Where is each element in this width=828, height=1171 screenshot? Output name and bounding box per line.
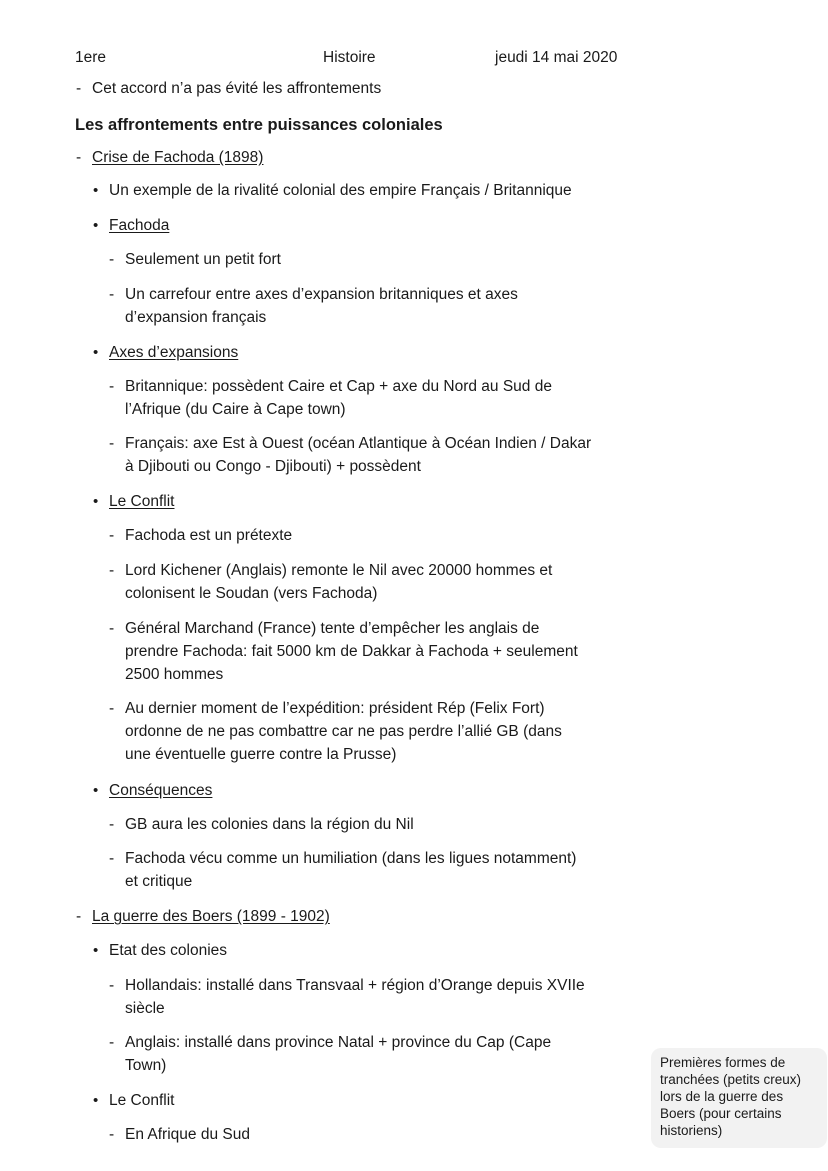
bullet-fachoda — [93, 214, 170, 237]
bullet-boer-conflict — [93, 1089, 175, 1112]
sub-item-text: Anglais: installé dans province Natal + province du Cap (Cape — [125, 1034, 552, 1051]
dash-marker: - — [109, 378, 115, 395]
dash-marker: - — [109, 286, 115, 303]
sub-item-text: Lord Kichener (Anglais) remonte le Nil avec 20000 hommes et — [125, 562, 553, 579]
sub-item — [109, 813, 414, 836]
sub-item — [109, 559, 553, 582]
bullet-label: Le Conflit — [109, 1092, 175, 1109]
sub-item-continuation: une éventuelle guerre contre la Prusse) — [125, 746, 397, 763]
dash-marker: - — [109, 251, 115, 268]
margin-note — [651, 1048, 827, 1148]
sub-item — [109, 974, 585, 997]
bullet-marker: • — [93, 182, 99, 199]
sub-item — [109, 1123, 250, 1146]
bullet-marker: • — [93, 782, 99, 799]
margin-note-line: tranchées (petits creux) — [660, 1072, 802, 1087]
sub-item-text: GB aura les colonies dans la région du Nil — [125, 816, 414, 833]
sub-item-text: Fachoda est un prétexte — [125, 527, 293, 544]
dash-marker: - — [76, 908, 82, 925]
bullet-marker: • — [93, 493, 99, 510]
dash-marker: - — [109, 527, 115, 544]
sub-item-continuation: Town) — [125, 1057, 167, 1074]
dash-marker: - — [109, 977, 115, 994]
dash-marker: - — [76, 149, 82, 166]
sub-item-continuation: siècle — [125, 1000, 165, 1017]
bullet-label: Axes d’expansions — [109, 344, 239, 361]
bullet-colonies — [93, 939, 228, 962]
note-date: jeudi 14 mai 2020 — [495, 49, 618, 66]
margin-note-line: lors de la guerre des — [660, 1089, 784, 1104]
sub-item — [109, 1031, 552, 1054]
bullet-consequences — [93, 779, 213, 802]
bullet-label: Etat des colonies — [109, 942, 228, 959]
bullet-marker: • — [93, 344, 99, 361]
sub-item-text: Britannique: possèdent Caire et Cap + axe du Nord au Sud de — [125, 378, 552, 395]
sub-item — [109, 847, 577, 870]
dash-marker: - — [109, 700, 115, 717]
topic-boer-war — [76, 905, 330, 928]
sub-item-continuation: à Djibouti ou Congo - Djibouti) + possèdent — [125, 458, 421, 475]
bullet-marker: • — [93, 217, 99, 234]
dash-marker: - — [109, 562, 115, 579]
dash-item-accord — [76, 77, 382, 100]
sub-item-continuation: 2500 hommes — [125, 666, 224, 683]
accord-text: Cet accord n’a pas évité les affrontements — [92, 80, 382, 97]
bullet-label: Le Conflit — [109, 493, 175, 510]
bullet-axes — [93, 341, 239, 364]
bullet-marker: • — [93, 942, 99, 959]
sub-item-text: Au dernier moment de l’expédition: président Rép (Felix Fort) — [125, 700, 545, 717]
sub-item-continuation: et critique — [125, 873, 193, 890]
sub-item-continuation: l’Afrique (du Caire à Cape town) — [125, 401, 346, 418]
sub-item-text: Un carrefour entre axes d’expansion britanniques et axes — [125, 286, 518, 303]
sub-item — [109, 248, 281, 271]
sub-item — [109, 697, 545, 720]
margin-note-line: Boers (pour certains — [660, 1106, 782, 1121]
sub-item-text: Seulement un petit fort — [125, 251, 281, 268]
margin-note-line: historiens) — [660, 1123, 723, 1138]
sub-item-continuation: prendre Fachoda: fait 5000 km de Dakkar à Fachoda + seulement — [125, 643, 578, 660]
dash-marker: - — [109, 620, 115, 637]
sub-item-continuation: colonisent le Soudan (vers Fachoda) — [125, 585, 378, 602]
sub-item-text: Français: axe Est à Ouest (océan Atlantique à Océan Indien / Dakar — [125, 435, 592, 452]
bullet-text: Un exemple de la rivalité colonial des empire Français / Britannique — [109, 182, 572, 199]
subject-title: Histoire — [323, 49, 376, 66]
sub-item — [109, 283, 518, 306]
bullet-label: Conséquences — [109, 782, 213, 799]
dash-marker: - — [109, 850, 115, 867]
dash-marker: - — [109, 1034, 115, 1051]
bullet-conflict — [93, 490, 175, 513]
topic-fachoda-crisis — [76, 146, 264, 169]
page-header — [75, 49, 635, 69]
sub-item — [109, 617, 540, 640]
bullet-label: Fachoda — [109, 217, 170, 234]
section-title: Les affrontements entre puissances coloniales — [75, 116, 443, 134]
sub-item-text: En Afrique du Sud — [125, 1126, 250, 1143]
dash-marker: - — [109, 816, 115, 833]
sub-item — [109, 524, 293, 547]
sub-item — [109, 375, 552, 398]
bullet-rivalry — [93, 179, 572, 202]
class-level: 1ere — [75, 49, 107, 66]
bullet-marker: • — [93, 1092, 99, 1109]
margin-note-line: Premières formes de — [660, 1055, 786, 1070]
dash-marker: - — [109, 435, 115, 452]
dash-marker: - — [76, 80, 82, 97]
topic-title: La guerre des Boers (1899 - 1902) — [92, 908, 330, 925]
sub-item — [109, 432, 592, 455]
sub-item-text: Général Marchand (France) tente d’empêcher les anglais de — [125, 620, 540, 637]
dash-marker: - — [109, 1126, 115, 1143]
sub-item-continuation: ordonne de ne pas combattre car ne pas perdre l’allié GB (dans — [125, 723, 562, 740]
sub-item-text: Fachoda vécu comme un humiliation (dans les ligues notamment) — [125, 850, 577, 867]
topic-title: Crise de Fachoda (1898) — [92, 149, 264, 166]
sub-item-continuation: d’expansion français — [125, 309, 267, 326]
sub-item-text: Hollandais: installé dans Transvaal + région d’Orange depuis XVIIe — [125, 977, 585, 994]
